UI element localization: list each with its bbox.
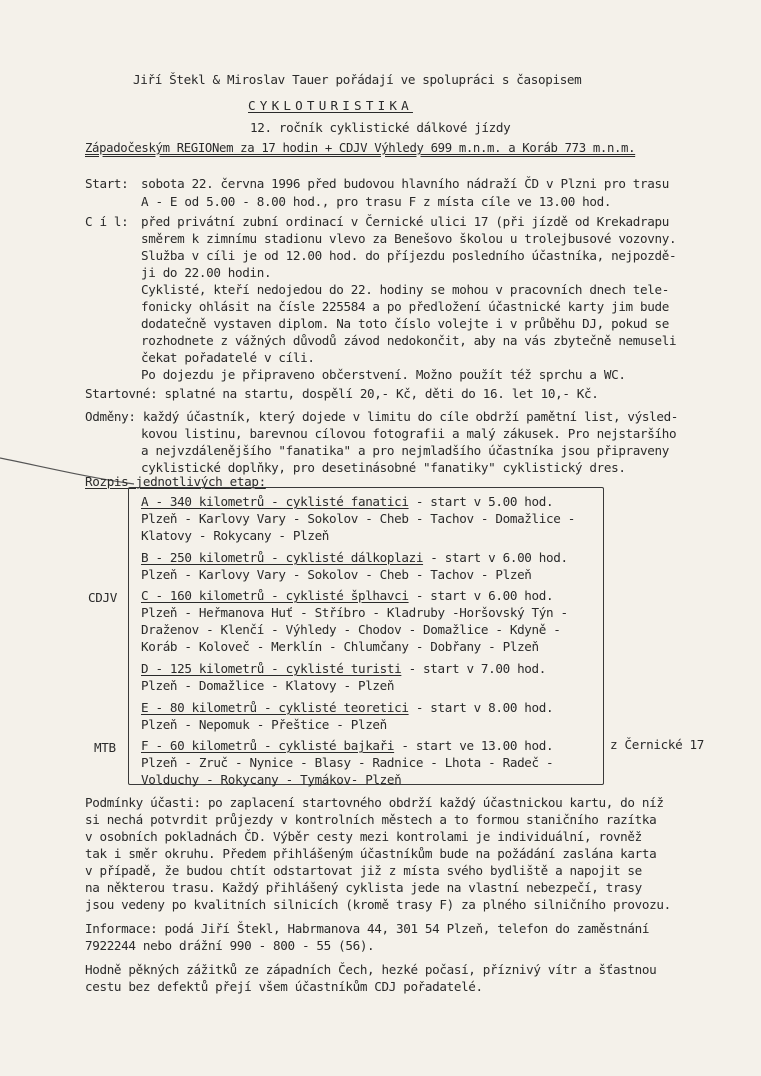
start-line-2: A - E od 5.00 - 8.00 hod., pro trasu F z místa cíle ve 13.00 hod. <box>141 194 612 209</box>
event-subtitle: 12. ročník cyklistické dálkové jízdy <box>250 120 511 135</box>
cil-line-10: Po dojezdu je připraveno občerstvení. Možno použít též sprchu a WC. <box>141 367 626 382</box>
etapa-a-start: - start v 5.00 hod. <box>408 494 554 509</box>
etapa-c-start: - start v 6.00 hod. <box>408 588 554 603</box>
cil-line-9: čekat pořadatelé v cíli. <box>141 350 315 365</box>
etapa-e-start: - start v 8.00 hod. <box>408 700 554 715</box>
rozpis-heading: Rozpis jednotlivých etap: <box>85 474 266 489</box>
event-title: Západočeským REGIONem za 17 hodin + CDJV Výhledy 699 m.n.m. a Koráb 773 m.n.m. <box>85 141 636 155</box>
odmeny-line-2: kovou listinu, barevnou cílovou fotografii a malý zákusek. Pro nejstaršího <box>141 426 677 441</box>
cil-line-1: před privátní zubní ordinací v Černické ulici 17 (při jízdě od Krekadrapu <box>141 214 669 229</box>
cil-line-5: Cyklisté, kteří nedojedou do 22. hodiny se mohou v pracovních dnech tele- <box>141 282 669 297</box>
etapa-f-title: F - 60 kilometrů - cyklisté bajkaři <box>141 738 395 753</box>
cil-line-7: dodatečně vystaven diplom. Na toto číslo volejte i v průběhu DJ, pokud se <box>141 316 669 331</box>
etapa-a-route-2: Klatovy - Rokycany - Plzeň <box>141 528 330 543</box>
etapa-c-route-3: Koráb - Koloveč - Merklín - Chlumčany - Dobřany - Plzeň <box>141 639 539 654</box>
informace-line-1: Informace: podá Jiří Štekl, Habrmanova 44, 301 54 Plzeň, telefon do zaměstnání <box>85 921 650 936</box>
podminky-line-6: na některou trasu. Každý přihlášený cyklista jede na vlastní nebezpečí, trasy <box>85 880 642 895</box>
odmeny-line-1: Odměny: každý účastník, který dojede v limitu do cíle obdrží pamětní list, výsled- <box>85 409 679 424</box>
etapa-e-route-1: Plzeň - Nepomuk - Přeštice - Plzeň <box>141 717 387 732</box>
magazine-title: CYKLOTURISTIKA <box>248 98 413 113</box>
podminky-line-5: v případě, že budou chtít odstartovat již z místa svého bydliště a napojit se <box>85 863 642 878</box>
start-label: Start: <box>85 176 129 191</box>
etapa-c-route-2: Draženov - Klenčí - Výhledy - Chodov - Domažlice - Kdyně - <box>141 622 561 637</box>
odmeny-line-4: cyklistické doplňky, pro desetinásobné "fanatiky" cyklistický dres. <box>141 460 626 475</box>
etapa-b-title: B - 250 kilometrů - cyklisté dálkoplazi <box>141 550 424 565</box>
cil-line-4: ji do 22.00 hodin. <box>141 265 272 280</box>
etapa-f-start: - start ve 13.00 hod. <box>394 738 554 753</box>
etapa-f-route-2: Volduchy - Rokycany - Tymákov- Plzeň <box>141 772 402 787</box>
label-mtb: MTB <box>94 740 116 755</box>
podminky-line-4: tak i směr okruhu. Předem přihlášeným účastníkům bude na požádání zaslána karta <box>85 846 657 861</box>
etapa-d-start: - start v 7.00 hod. <box>401 661 547 676</box>
etapa-b-route-1: Plzeň - Karlovy Vary - Sokolov - Cheb - Tachov - Plzeň <box>141 567 532 582</box>
closing-line-2: cestu bez defektů přejí všem účastníkům CDJ pořadatelé. <box>85 979 483 994</box>
etapa-a-title: A - 340 kilometrů - cyklisté fanatici <box>141 494 409 509</box>
closing-line-1: Hodně pěkných zážitků ze západních Čech, hezké počasí, příznivý vítr a šťastnou <box>85 962 657 977</box>
cil-line-6: fonicky ohlásit na čísle 225584 a po předložení účastnické karty jim bude <box>141 299 669 314</box>
podminky-line-2: si nechá potvrdit průjezdy v kontrolních městech a to formou staničního razítka <box>85 812 657 827</box>
cil-line-3: Služba v cíli je od 12.00 hod. do příjezdu posledního účastníka, nejpozdě- <box>141 248 677 263</box>
etapa-c <box>141 588 553 603</box>
cil-label: C í l: <box>85 214 129 229</box>
note-cernicka: z Černické 17 <box>610 737 705 752</box>
label-cdjv: CDJV <box>88 590 117 605</box>
etapa-d-title: D - 125 kilometrů - cyklisté turisti <box>141 661 402 676</box>
odmeny-line-3: a nejvzdálenějšího "fanatika" a pro nejmladšího účastníka jsou připraveny <box>141 443 669 458</box>
etapa-f <box>141 738 553 753</box>
etapa-a-route-1: Plzeň - Karlovy Vary - Sokolov - Cheb - Tachov - Domažlice - <box>141 511 575 526</box>
startovne-line: Startovné: splatné na startu, dospělí 20,- Kč, děti do 16. let 10,- Kč. <box>85 386 599 401</box>
etapa-c-title: C - 160 kilometrů - cyklisté šplhavci <box>141 588 409 603</box>
etapa-d-route-1: Plzeň - Domažlice - Klatovy - Plzeň <box>141 678 395 693</box>
cil-line-8: rozhodnete z vážných důvodů závod nedokončit, aby na vás zbytečně nemuseli <box>141 333 677 348</box>
etapa-a <box>141 494 553 509</box>
podminky-line-7: jsou vedeny po kvalitních silnicích (kromě trasy F) za plného silničního provozu. <box>85 897 671 912</box>
etapa-c-route-1: Plzeň - Heřmanova Huť - Stříbro - Kladruby -Horšovský Týn - <box>141 605 568 620</box>
cil-line-2: směrem k zimnímu stadionu vlevo za Benešovo školou u trolejbusové vozovny. <box>141 231 677 246</box>
etapa-b-start: - start v 6.00 hod. <box>423 550 568 565</box>
podminky-line-1: Podmínky účasti: po zaplacení startovného obdrží každý účastnickou kartu, do níž <box>85 795 664 810</box>
etapa-d <box>141 661 546 676</box>
informace-line-2: 7922244 nebo drážní 990 - 800 - 55 (56). <box>85 938 375 953</box>
etapa-e-title: E - 80 kilometrů - cyklisté teoretici <box>141 700 409 715</box>
etapa-e <box>141 700 553 715</box>
podminky-line-3: v osobních pokladnách ČD. Výběr cesty mezi kontrolami je individuální, rovněž <box>85 829 642 844</box>
etapa-b <box>141 550 568 565</box>
organizers-line: Jiří Štekl & Miroslav Tauer pořádají ve spolupráci s časopisem <box>133 72 582 87</box>
etapa-f-route-1: Plzeň - Zruč - Nynice - Blasy - Radnice - Lhota - Radeč - <box>141 755 554 770</box>
start-line-1: sobota 22. června 1996 před budovou hlavního nádraží ČD v Plzni pro trasu <box>141 176 669 191</box>
